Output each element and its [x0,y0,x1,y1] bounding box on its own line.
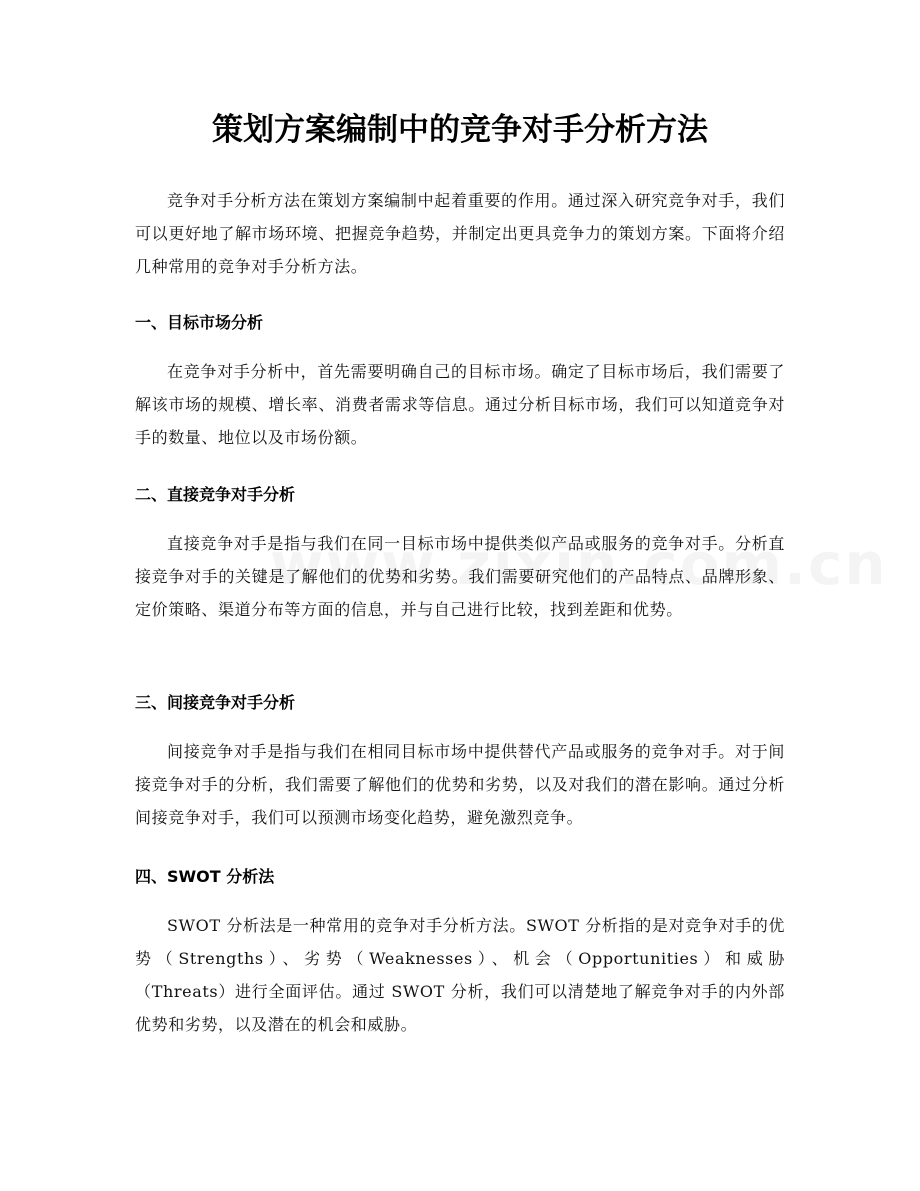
section-body-indirect-competitors: 间接竞争对手是指与我们在相同目标市场中提供替代产品或服务的竞争对手。对于间接竞争对手的分析，我们需要了解他们的优势和劣势，以及对我们的潜在影响。通过分析间接竞争对手，我们可以预测市场变化趋势，避免激烈竞争。 [135,742,785,827]
section-heading-indirect-competitors: 三、间接竞争对手分析 [135,693,296,712]
section-body-swot: SWOT 分析法是一种常用的竞争对手分析方法。SWOT 分析指的是对竞争对手的优势（Strengths）、劣势（Weaknesses）、机会（Opportunities）和威胁（Threats）进行全面评估。通过 SWOT 分析，我们可以清楚地了解竞争对手的内外部优势和劣势，以及潜在的机会和威胁。 [135,916,785,1034]
intro-paragraph: 竞争对手分析方法在策划方案编制中起着重要的作用。通过深入研究竞争对手，我们可以更好地了解市场环境、把握竞争趋势，并制定出更具竞争力的策划方案。下面将介绍几种常用的竞争对手分析方法。 [135,191,785,276]
section-body-direct-competitors: 直接竞争对手是指与我们在同一目标市场中提供类似产品或服务的竞争对手。分析直接竞争对手的关键是了解他们的优势和劣势。我们需要研究他们的产品特点、品牌形象、定价策略、渠道分布等方面的信息，并与自己进行比较，找到差距和优势。 [135,534,785,619]
document-title: 策划方案编制中的竞争对手分析方法 [212,112,708,148]
section-heading-direct-competitors: 二、直接竞争对手分析 [135,485,296,504]
section-heading-target-market: 一、目标市场分析 [135,313,264,332]
section-heading-swot: 四、SWOT 分析法 [135,867,275,886]
section-body-target-market: 在竞争对手分析中，首先需要明确自己的目标市场。确定了目标市场后，我们需要了解该市场的规模、增长率、消费者需求等信息。通过分析目标市场，我们可以知道竞争对手的数量、地位以及市场份额。 [135,362,785,447]
